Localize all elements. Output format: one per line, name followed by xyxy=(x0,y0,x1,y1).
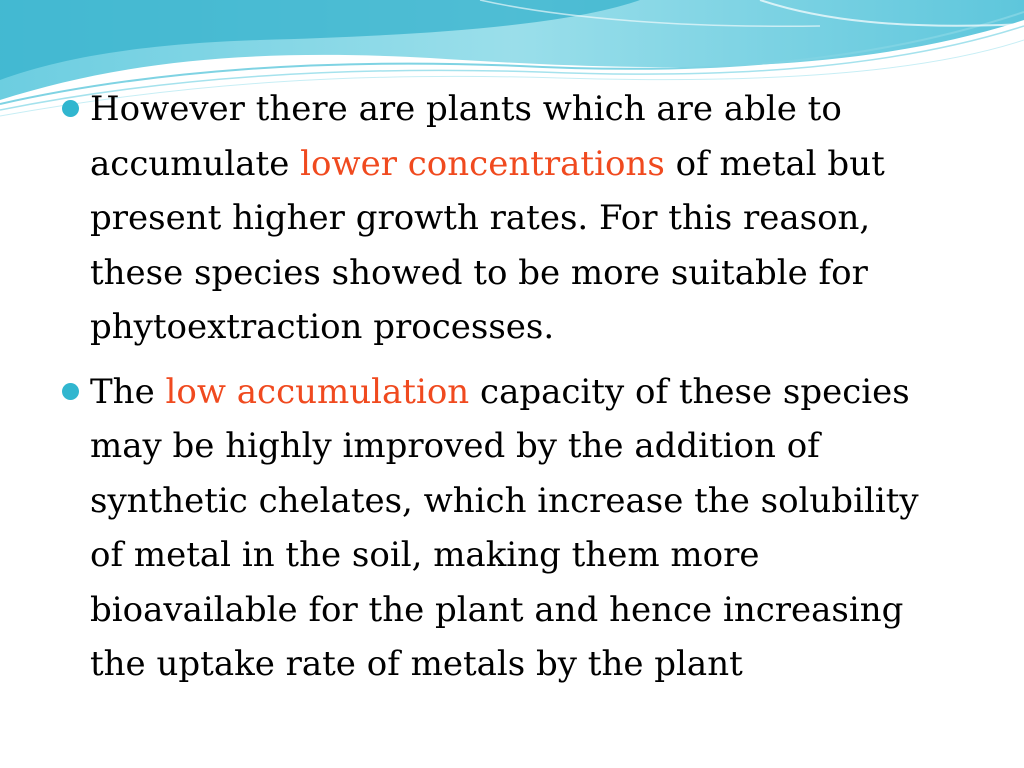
bullet-highlight: lower concentrations xyxy=(300,143,665,184)
bullet-item xyxy=(62,82,942,355)
bullet-text-pre: The xyxy=(90,371,155,412)
bullet-text-pre: However there are plants which are able to accumulate xyxy=(90,89,842,184)
bullet-item xyxy=(62,365,942,692)
bullet-dot-icon xyxy=(62,100,79,117)
bullet-text-post: capacity of these species may be highly improved by the addition of synthetic chelates, which increase the solubility of metal in the soil, making them more bioavailable for the plant and hence increasing the uptake rate of metals by the plant xyxy=(90,371,919,684)
bullet-highlight: low accumulation xyxy=(165,371,470,412)
bullet-list xyxy=(62,82,942,702)
bullet-dot-icon xyxy=(62,383,79,400)
bullet-text-post: of metal but present higher growth rates. For this reason, these species showed to be more suitable for phytoextraction processes. xyxy=(90,143,885,347)
